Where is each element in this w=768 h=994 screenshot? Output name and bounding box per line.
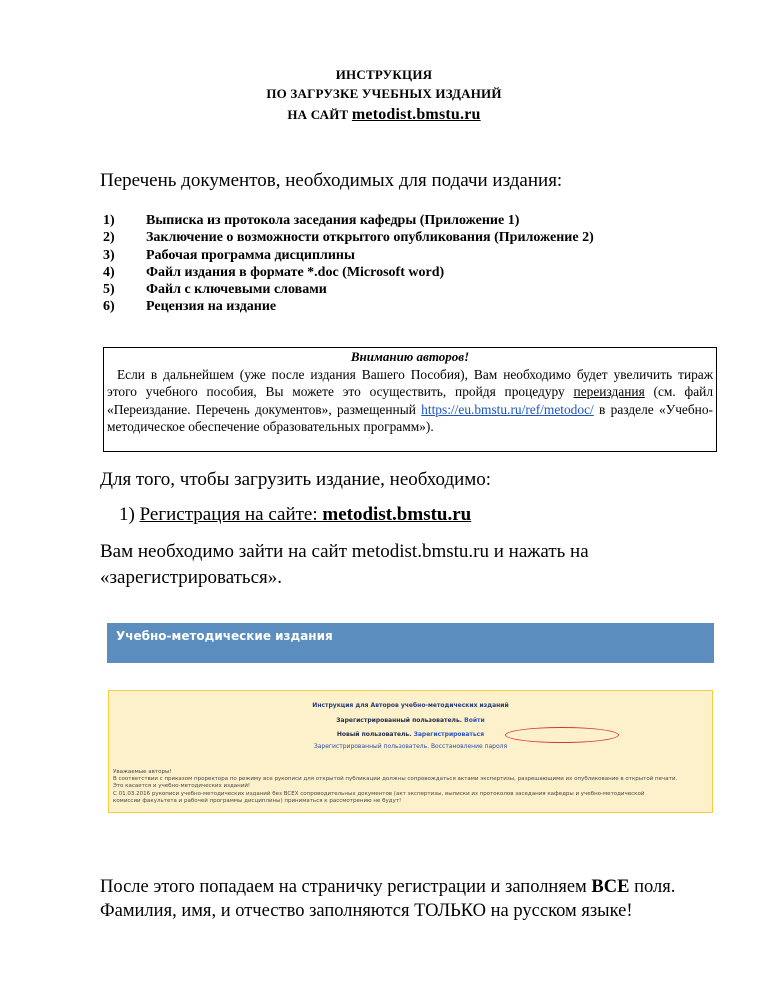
list-item-text: Рецензия на издание bbox=[146, 299, 277, 315]
step-number: 1) bbox=[119, 504, 135, 525]
login-link[interactable]: Войти bbox=[464, 717, 485, 724]
list-item bbox=[103, 281, 594, 298]
list-item-number: 3) bbox=[103, 247, 115, 263]
registration-note-1: После этого попадаем на страничку регистрации и заполняем bbox=[100, 877, 592, 897]
list-item-number: 1) bbox=[103, 213, 115, 228]
warning-line: комиссии факультета и рабочей программы дисциплины) приниматься к рассмотрению не будут! bbox=[113, 797, 402, 804]
list-item-text: Рабочая программа дисциплины bbox=[146, 247, 355, 263]
highlight-oval bbox=[505, 727, 619, 743]
site-header-screenshot bbox=[107, 623, 714, 663]
list-item-number: 4) bbox=[103, 264, 115, 280]
doc-title-line1: ИНСТРУКЦИЯ bbox=[335, 67, 433, 82]
notice-body bbox=[107, 366, 713, 436]
new-user-row bbox=[109, 731, 712, 738]
list-item bbox=[103, 298, 594, 315]
list-item-text: Заключение о возможности открытого опубликования (Приложение 2) bbox=[146, 230, 594, 246]
restore-password-link[interactable]: Зарегистрированный пользователь. Восстановление пароля bbox=[313, 743, 508, 750]
registration-note-emphasis: ВСЕ bbox=[591, 877, 630, 897]
list-item bbox=[103, 229, 594, 246]
doc-title-line2: ПО ЗАГРУЗКЕ УЧЕБНЫХ ИЗДАНИЙ bbox=[266, 86, 502, 101]
site-header-title: Учебно-методические издания bbox=[116, 629, 333, 643]
register-link[interactable]: Зарегистрироваться bbox=[413, 731, 485, 738]
step-1 bbox=[119, 504, 471, 526]
list-item-text: Выписка из протокола заседания кафедры (Приложение 1) bbox=[146, 213, 520, 228]
authors-warning bbox=[113, 769, 709, 805]
list-item-number: 6) bbox=[103, 299, 115, 315]
warning-line: В соответствии с приказом проректора по режиму все рукописи для открытой публикации должны сопровождаться актами экспертизы, разрешающими их опубликование в открытой печати. bbox=[113, 776, 678, 783]
list-item bbox=[103, 247, 594, 264]
warning-line: Это касается и учебно-методических изданий! bbox=[113, 783, 251, 790]
step-label: Регистрация на сайте: bbox=[139, 504, 323, 525]
warning-line: С 01.03.2016 рукописи учебно-методических изданий без ВСЕХ сопроводительных документов (акт экспертизы, выписки из протоколов заседания кафедры и учебно-методической bbox=[113, 790, 645, 797]
registration-note-2: поля. Фамилия, имя, и отчество заполняются ТОЛЬКО на русском языке! bbox=[100, 877, 676, 921]
notice-title: Вниманию авторов! bbox=[350, 349, 470, 364]
list-item-text: Файл издания в формате *.doc (Microsoft word) bbox=[146, 264, 445, 280]
doc-title-prefix: НА САЙТ bbox=[287, 107, 352, 122]
registered-user-row bbox=[109, 717, 712, 724]
step-site: metodist.bmstu.ru bbox=[322, 504, 472, 525]
registration-note bbox=[100, 875, 740, 923]
list-item-number: 5) bbox=[103, 282, 115, 298]
notice-text-3: в разделе «Учебно-методическое обеспечение образовательных программ»). bbox=[107, 401, 714, 434]
list-item-number: 2) bbox=[103, 230, 115, 246]
notice-text-1: Если в дальнейшем (уже после издания Вашего Пособия), Вам необходимо будет увеличить тираж этого учебного пособия, Вы можете это осуществить, пройдя процедуру bbox=[107, 366, 713, 399]
visit-instructions: Вам необходимо зайти на сайт metodist.bmstu.ru и нажать на «зарегистрироваться». bbox=[100, 541, 589, 588]
doc-title-site: metodist.bmstu.ru bbox=[351, 106, 481, 123]
warning-line: Уважаемые авторы! bbox=[113, 769, 172, 775]
registered-user-label: Зарегистрированный пользователь. bbox=[336, 717, 465, 724]
doc-title-line3 bbox=[0, 106, 768, 124]
metodoc-link[interactable]: https://eu.bmstu.ru/ref/metodoc/ bbox=[421, 401, 594, 417]
upload-intro: Для того, чтобы загрузить издание, необходимо: bbox=[100, 469, 492, 490]
login-panel-screenshot bbox=[108, 690, 713, 813]
instructions-link[interactable]: Инструкция для Авторов учебно-методических изданий bbox=[312, 702, 509, 709]
notice-text-2: (см. файл «Переиздание. Перечень документов», размещенный bbox=[107, 384, 714, 417]
reissue-term: переиздания bbox=[573, 384, 645, 399]
documents-intro: Перечень документов, необходимых для подачи издания: bbox=[100, 170, 563, 191]
list-item-text: Файл с ключевыми словами bbox=[146, 282, 327, 298]
documents-list bbox=[103, 212, 594, 316]
list-item bbox=[103, 212, 594, 229]
new-user-label: Новый пользователь. bbox=[336, 731, 414, 738]
list-item bbox=[103, 264, 594, 281]
authors-notice-box bbox=[103, 347, 717, 452]
